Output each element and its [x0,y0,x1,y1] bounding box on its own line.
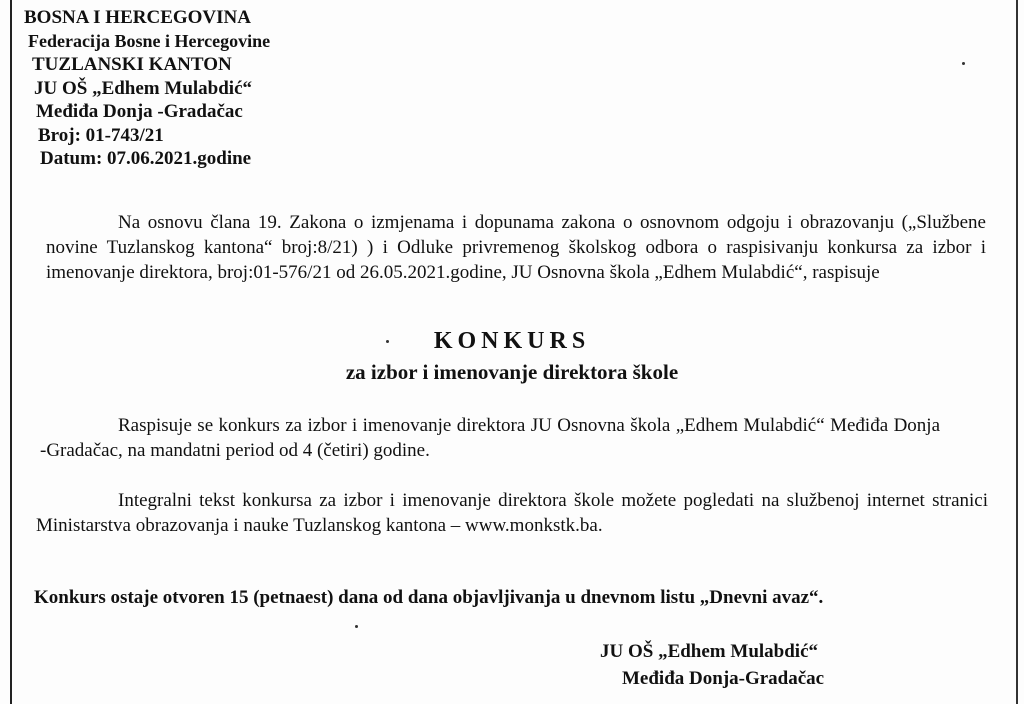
document-subtitle: za izbor i imenovanje direktora škole [345,360,679,384]
header-school: JU OŠ „Edhem Mulabdić“ [34,77,253,99]
signature-location: Međiđa Donja-Gradačac [622,668,825,689]
signature-block [600,638,824,692]
website-paragraph: Integralni tekst konkursa za izbor i imenovanje direktora škole možete pogledati na službenoj internet stranici Ministarstva obrazovanja i nauke Tuzlanskog kantona – www.monkstk.ba. [36,490,988,536]
header-date: Datum: 07.06.2021.godine [40,148,252,169]
header-canton: TUZLANSKI KANTON [32,54,232,75]
signature-school: JU OŠ „Edhem Mulabdić“ [600,641,819,662]
letterhead [24,6,270,171]
header-location: Međiđa Donja -Gradačac [36,101,243,122]
header-country: BOSNA I HERCEGOVINA [24,7,251,28]
scan-speck [386,340,389,343]
header-federation: Federacija Bosne i Hercegovine [28,30,271,51]
closing-note: Konkurs ostaje otvoren 15 (petnaest) dana od dana objavljivanja u dnevnom listu „Dnevni avaz“. [34,587,824,608]
intro-paragraph: Na osnovu člana 19. Zakona o izmjenama i dopunama zakona o osnovnom odgoju i obrazovanju („Službene novine Tuzlanskog kantona“ broj:8/21) ) i Odluke privremenog školskog odbora o raspisivanju konkursa za izbor i imenovanje direktora, broj:01-576/21 od 26.05.2021.godine, JU Osnovna škola „Edhem Mulabdić“, raspisuje [46,212,986,283]
scan-speck [355,625,358,628]
scan-speck [962,62,965,65]
announcement-paragraph: Raspisuje se konkurs za izbor i imenovanje direktora JU Osnovna škola „Edhem Mulabdić“ Međiđa Donja -Gradačac, na mandatni period od 4 (četiri) godine. [40,415,940,461]
document-title: KONKURS [433,328,591,354]
header-number: Broj: 01-743/21 [38,124,164,146]
